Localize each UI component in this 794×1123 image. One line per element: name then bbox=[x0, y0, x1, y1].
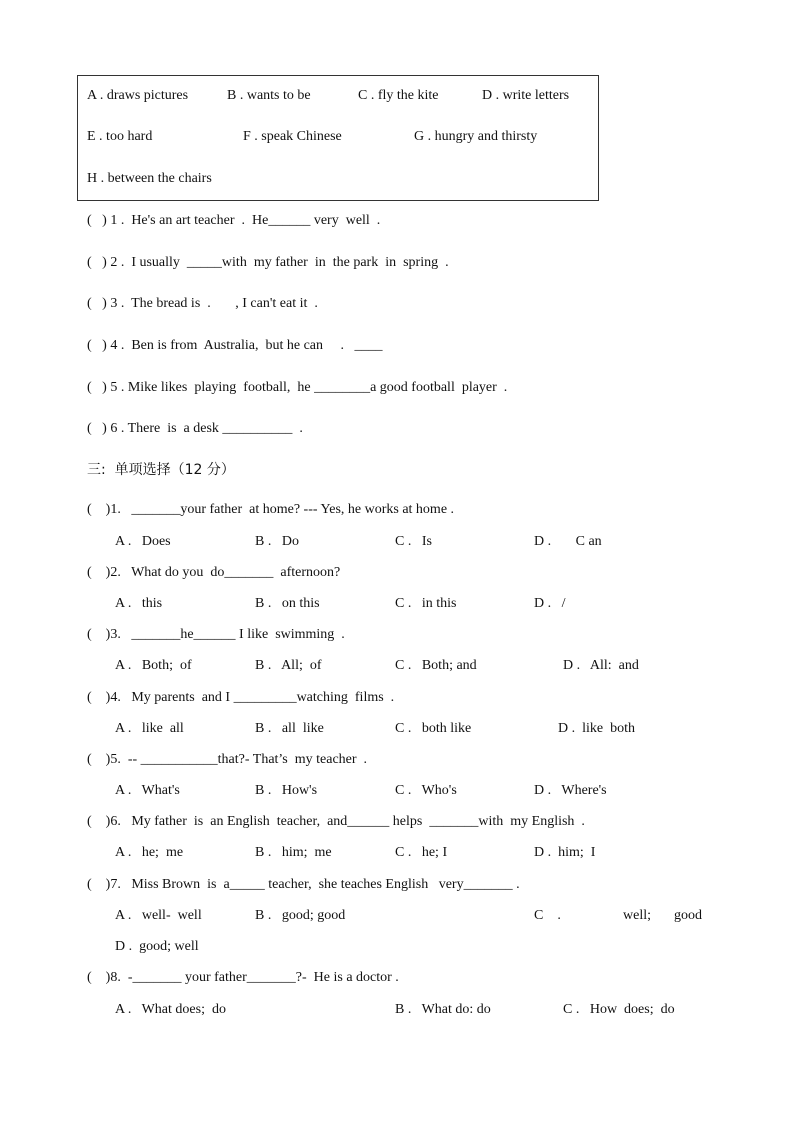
mc3-option-b: B . All; of bbox=[255, 658, 322, 673]
option-E: E . too hard bbox=[87, 129, 153, 144]
mc3-option-a: A . Both; of bbox=[115, 658, 192, 673]
mc7-option-b: B . good; good bbox=[255, 908, 346, 923]
option-B: B . wants to be bbox=[227, 88, 311, 103]
option-C: C . fly the kite bbox=[358, 88, 439, 103]
mc7-option-c-word2: good bbox=[674, 908, 702, 923]
fill-question-3: ( ) 3 . The bread is . , I can't eat it . bbox=[87, 296, 318, 311]
mc8-option-a: A . What does; do bbox=[115, 1002, 226, 1017]
mc-question-2: ( )2. What do you do_______ afternoon? bbox=[87, 565, 341, 580]
mc5-option-c: C . Who's bbox=[395, 783, 457, 798]
mc2-option-b: B . on this bbox=[255, 596, 320, 611]
mc-question-7: ( )7. Miss Brown is a_____ teacher, she teaches English very_______ . bbox=[87, 877, 520, 892]
mc5-option-d: D . Where's bbox=[534, 783, 607, 798]
mc6-option-b: B . him; me bbox=[255, 845, 332, 860]
mc6-option-a: A . he; me bbox=[115, 845, 184, 860]
mc-question-4: ( )4. My parents and I _________watching films . bbox=[87, 690, 395, 705]
fill-question-4: ( ) 4 . Ben is from Australia, but he can . ____ bbox=[87, 338, 383, 353]
fill-question-5: ( ) 5 . Mike likes playing football, he ________a good football player . bbox=[87, 380, 508, 395]
mc3-option-d: D . All: and bbox=[563, 658, 639, 673]
mc4-option-c: C . both like bbox=[395, 721, 472, 736]
mc6-option-c: C . he; I bbox=[395, 845, 448, 860]
mc8-option-b: B . What do: do bbox=[395, 1002, 491, 1017]
mc4-option-d: D . like both bbox=[558, 721, 635, 736]
mc1-option-c: C . Is bbox=[395, 534, 432, 549]
fill-question-1: ( ) 1 . He's an art teacher . He______ very well . bbox=[87, 213, 381, 228]
mc-question-6: ( )6. My father is an English teacher, and______ helps _______with my English . bbox=[87, 814, 585, 829]
mc6-option-d: D . him; I bbox=[534, 845, 596, 860]
mc7-option-c-letter: C . bbox=[534, 908, 561, 923]
mc7-option-a: A . well- well bbox=[115, 908, 202, 923]
mc-question-5: ( )5. -- ___________that?- That’s my teacher . bbox=[87, 752, 368, 767]
section-title: 三: 单项选择（12 分） bbox=[87, 462, 235, 478]
option-H: H . between the chairs bbox=[87, 171, 212, 186]
mc1-option-a: A . Does bbox=[115, 534, 171, 549]
mc8-option-c: C . How does; do bbox=[563, 1002, 675, 1017]
mc7-option-d: D . good; well bbox=[115, 939, 199, 954]
option-G: G . hungry and thirsty bbox=[414, 129, 538, 144]
mc-question-8: ( )8. -_______ your father_______?- He is a doctor . bbox=[87, 970, 399, 985]
mc2-option-a: A . this bbox=[115, 596, 163, 611]
mc1-option-b: B . Do bbox=[255, 534, 299, 549]
mc4-option-a: A . like all bbox=[115, 721, 184, 736]
option-F: F . speak Chinese bbox=[243, 129, 342, 144]
mc2-option-c: C . in this bbox=[395, 596, 457, 611]
fill-question-2: ( ) 2 . I usually _____with my father in the park in spring . bbox=[87, 255, 449, 270]
mc3-option-c: C . Both; and bbox=[395, 658, 477, 673]
mc1-option-d: D . C an bbox=[534, 534, 602, 549]
mc7-option-c-word1: well; bbox=[623, 908, 651, 923]
mc5-option-b: B . How's bbox=[255, 783, 318, 798]
option-D: D . write letters bbox=[482, 88, 570, 103]
mc-question-3: ( )3. _______he______ I like swimming . bbox=[87, 627, 345, 642]
mc-question-1: ( )1. _______your father at home? --- Yes, he works at home . bbox=[87, 502, 455, 517]
mc5-option-a: A . What's bbox=[115, 783, 180, 798]
option-A: A . draws pictures bbox=[87, 88, 189, 103]
mc2-option-d: D . / bbox=[534, 596, 566, 611]
fill-question-6: ( ) 6 . There is a desk __________ . bbox=[87, 421, 303, 436]
mc4-option-b: B . all like bbox=[255, 721, 324, 736]
